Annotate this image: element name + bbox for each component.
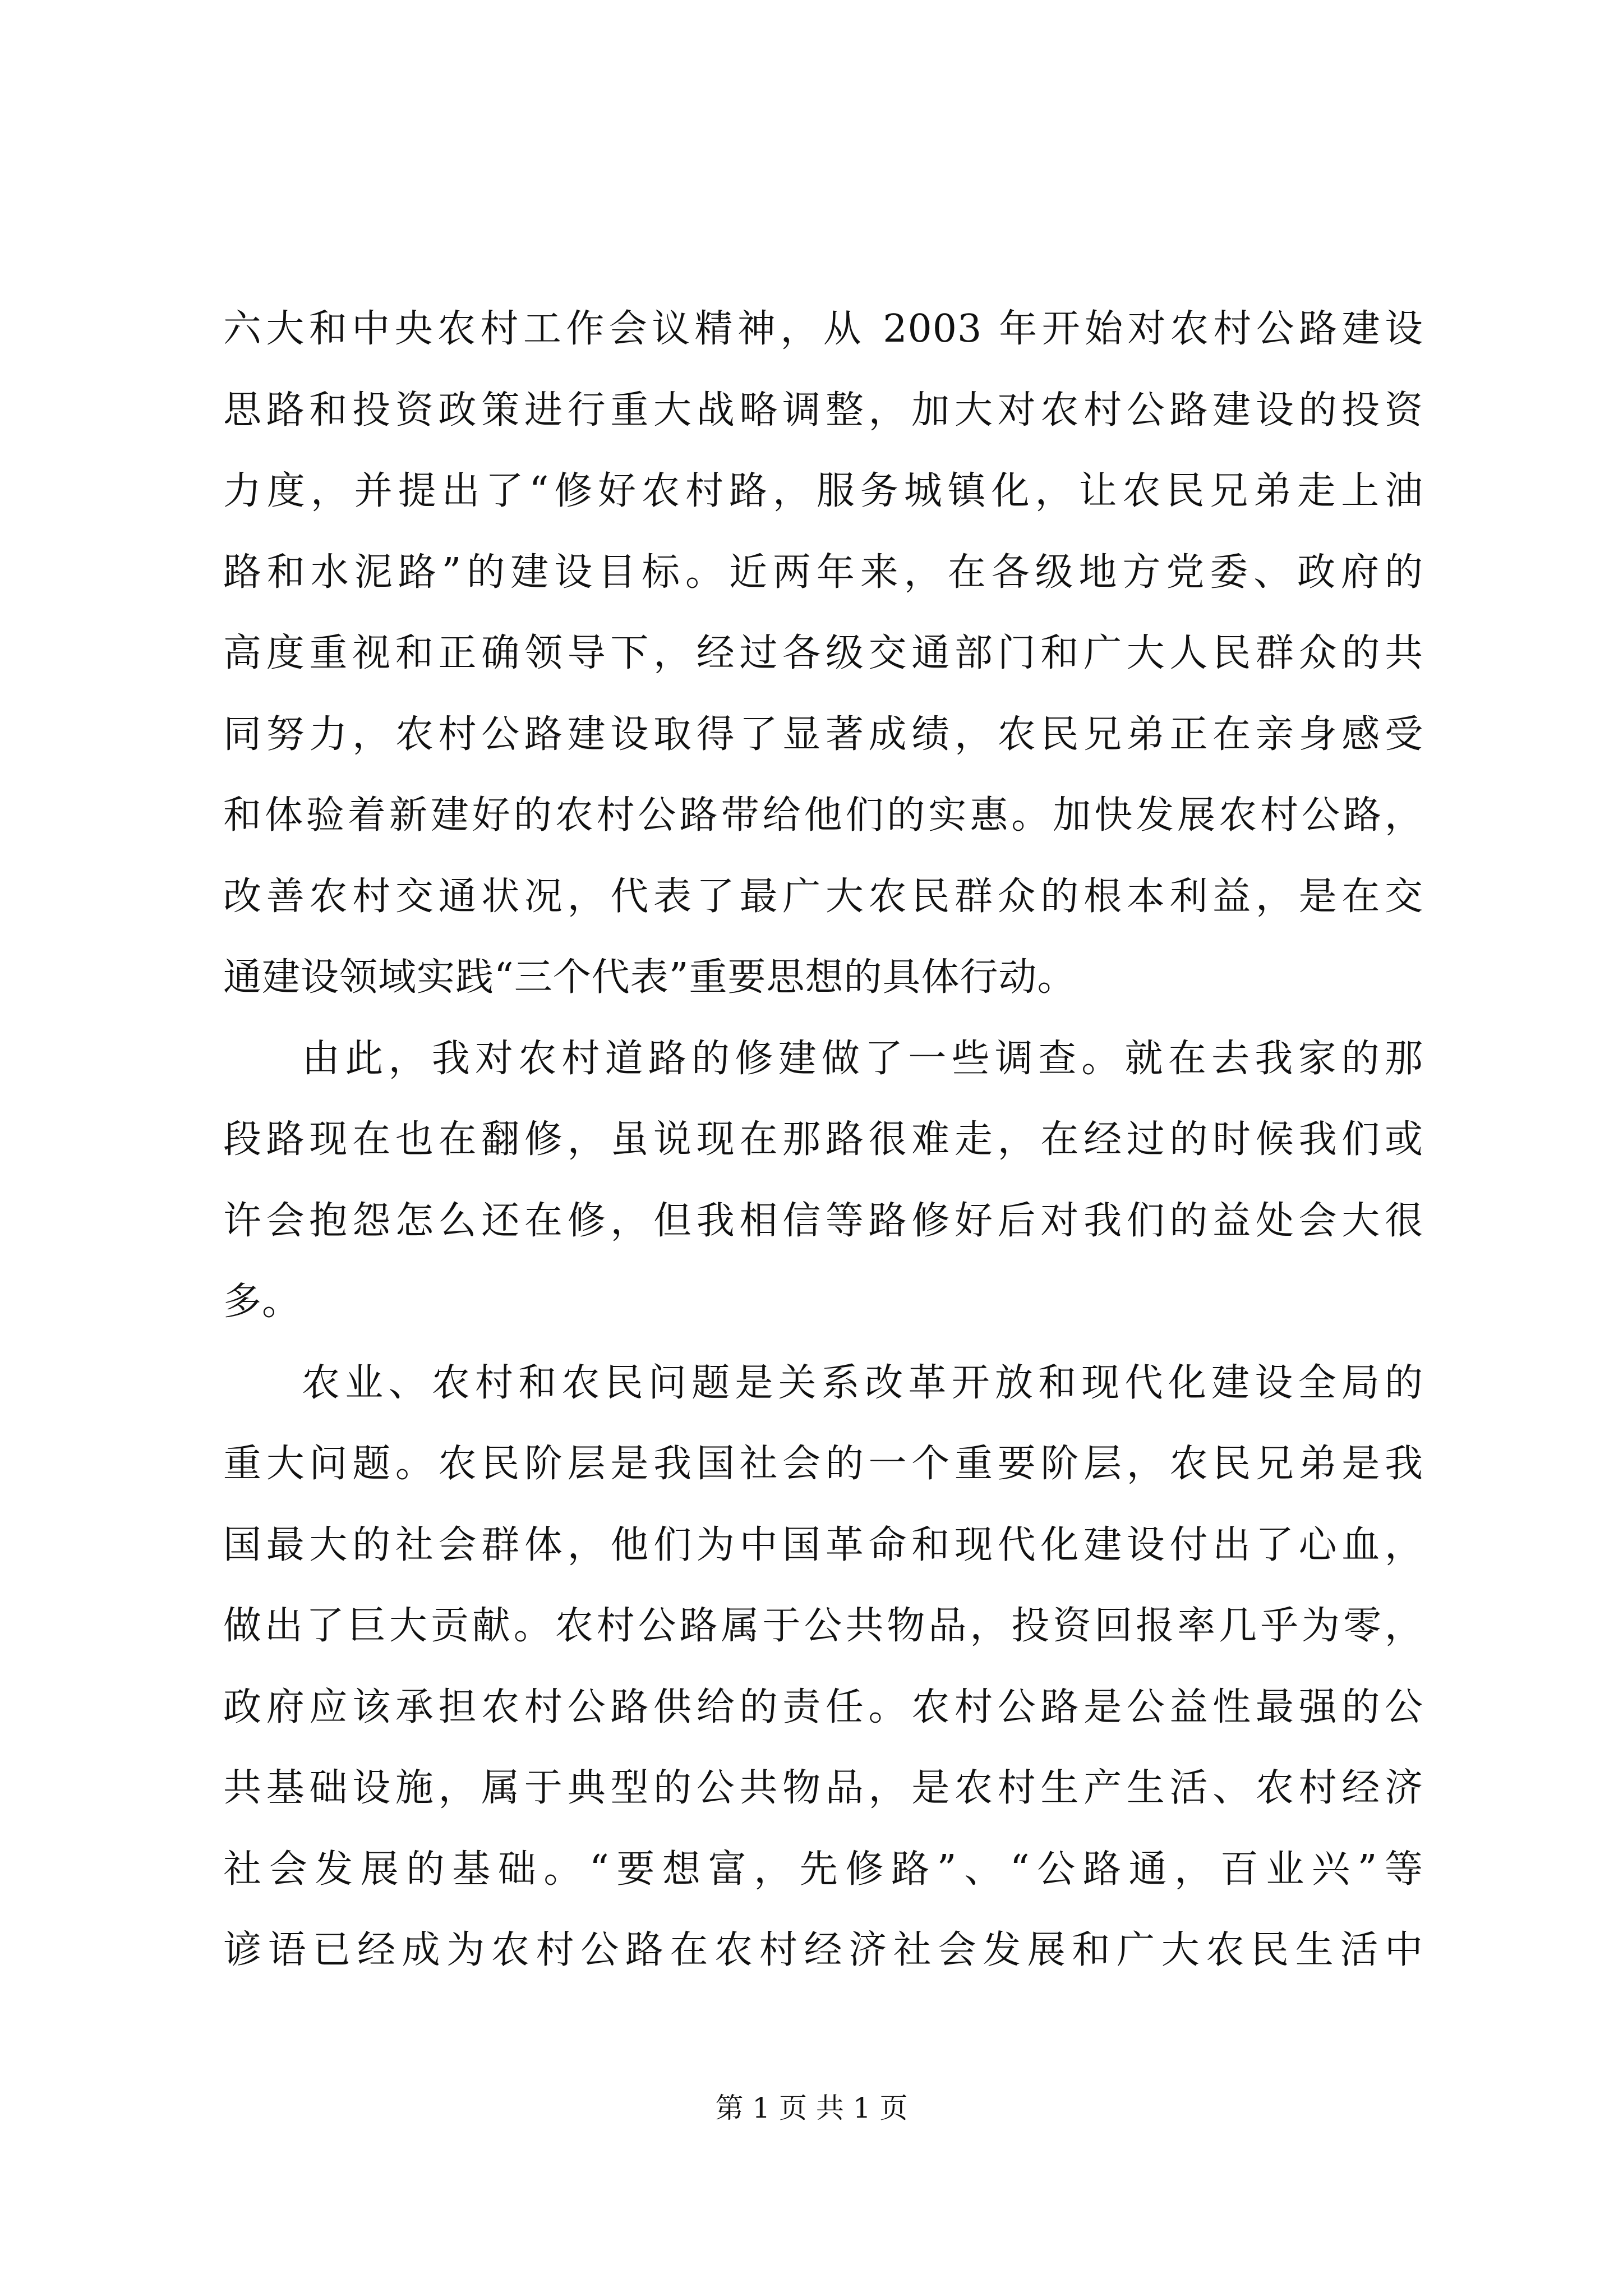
text-line: 许会抱怨怎么还在修，但我相信等路修好后对我们的益处会大很 (223, 1198, 1423, 1243)
text-line: 高度重视和正确领导下，经过各级交通部门和广大人民群众的共 (223, 631, 1423, 675)
text-line: 思路和投资政策进行重大战略调整，加大对农村公路建设的投资 (223, 388, 1423, 432)
text-line: 力度，并提出了“修好农村路，服务城镇化，让农民兄弟走上油 (223, 469, 1423, 513)
text-line: 多。 (223, 1280, 301, 1324)
text-line: 政府应该承担农村公路供给的责任。农村公路是公益性最强的公 (223, 1685, 1423, 1729)
text-line: 段路现在也在翻修，虽说现在那路很难走，在经过的时候我们或 (223, 1117, 1423, 1162)
text-line: 国最大的社会群体，他们为中国革命和现代化建设付出了心血， (223, 1522, 1423, 1567)
paragraph-first-line: 农业、农村和农民问题是关系改革开放和现代化建设全局的 (302, 1360, 1423, 1405)
page-number-label: 第 1 页 共 1 页 (715, 2092, 908, 2124)
paragraph-first-line: 由此，我对农村道路的修建做了一些调查。就在去我家的那 (302, 1036, 1423, 1081)
text-line: 重大问题。农民阶层是我国社会的一个重要阶层，农民兄弟是我 (223, 1442, 1423, 1486)
text-line: 和体验着新建好的农村公路带给他们的实惠。加快发展农村公路， (223, 793, 1423, 838)
text-line: 路和水泥路”的建设目标。近两年来，在各级地方党委、政府的 (223, 550, 1423, 595)
text-line: 通建设领域实践“三个代表”重要思想的具体行动。 (223, 955, 1076, 1000)
page-footer (0, 2086, 1623, 2126)
body-text (223, 289, 1423, 1991)
text-line: 同努力，农村公路建设取得了显著成绩，农民兄弟正在亲身感受 (223, 712, 1423, 757)
text-line: 共基础设施，属于典型的公共物品，是农村生产生活、农村经济 (223, 1766, 1423, 1810)
text-line: 社会发展的基础。“要想富，先修路”、“公路通，百业兴”等 (223, 1847, 1423, 1892)
text-line: 改善农村交通状况，代表了最广大农民群众的根本利益，是在交 (223, 874, 1423, 919)
text-line: 做出了巨大贡献。农村公路属于公共物品，投资回报率几乎为零， (223, 1604, 1423, 1648)
text-line: 六大和中央农村工作会议精神，从 2003 年开始对农村公路建设 (223, 307, 1423, 351)
text-line: 谚语已经成为农村公路在农村经济社会发展和广大农民生活中 (223, 1928, 1423, 1972)
